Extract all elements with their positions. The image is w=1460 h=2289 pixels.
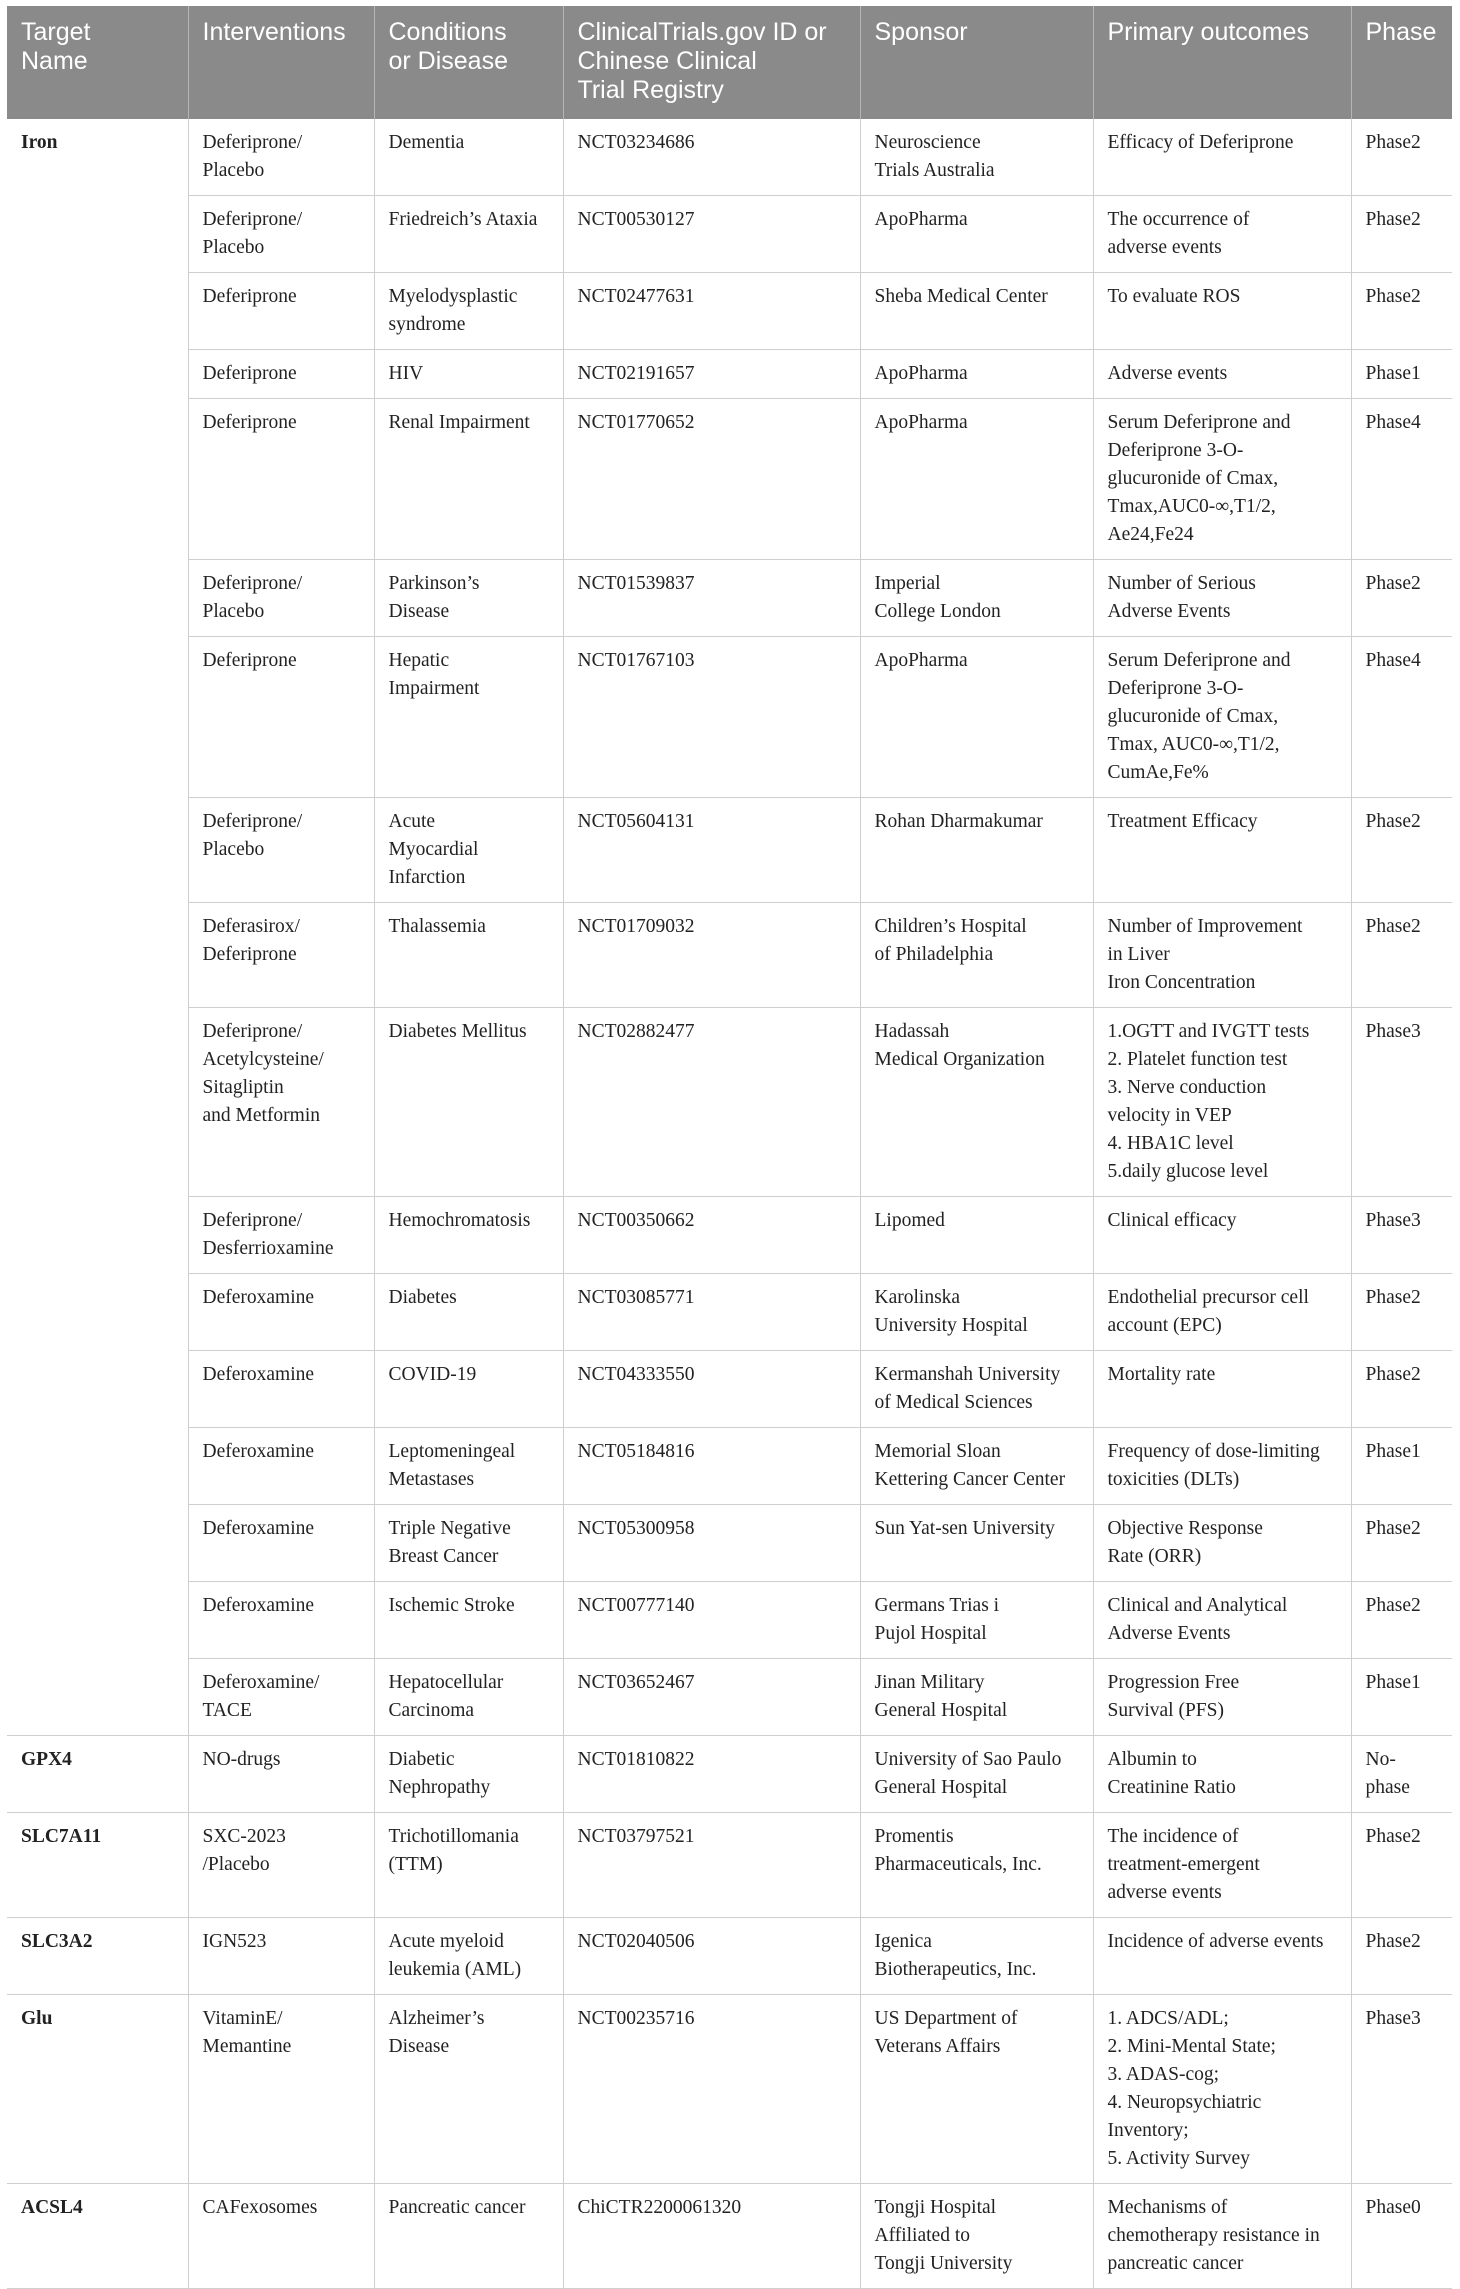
table-row <box>7 637 1452 798</box>
condition-cell: Parkinson’s Disease <box>374 560 563 637</box>
table-row <box>7 1736 1452 1813</box>
table-row <box>7 273 1452 350</box>
trial-id-cell: NCT01810822 <box>563 1736 860 1813</box>
trial-id-cell: NCT00777140 <box>563 1582 860 1659</box>
table-row <box>7 1351 1452 1428</box>
outcome-cell: Number of Serious Adverse Events <box>1093 560 1351 637</box>
sponsor-cell: Karolinska University Hospital <box>860 1274 1093 1351</box>
trial-id-cell: NCT05300958 <box>563 1505 860 1582</box>
sponsor-cell: US Department of Veterans Affairs <box>860 1995 1093 2184</box>
sponsor-cell: Igenica Biotherapeutics, Inc. <box>860 1918 1093 1995</box>
table-row <box>7 1197 1452 1274</box>
table-row <box>7 798 1452 903</box>
intervention-cell: Deferiprone <box>188 273 374 350</box>
phase-cell: Phase2 <box>1351 1582 1452 1659</box>
condition-cell: Thalassemia <box>374 903 563 1008</box>
outcome-cell: Incidence of adverse events <box>1093 1918 1351 1995</box>
trial-id-cell: NCT03797521 <box>563 1813 860 1918</box>
table-row <box>7 1659 1452 1736</box>
sponsor-cell: Tongji Hospital Affiliated to Tongji University <box>860 2184 1093 2289</box>
outcome-cell: Clinical efficacy <box>1093 1197 1351 1274</box>
sponsor-cell: Lipomed <box>860 1197 1093 1274</box>
table-row <box>7 1274 1452 1351</box>
table-row <box>7 1428 1452 1505</box>
condition-cell: Acute myeloid leukemia (AML) <box>374 1918 563 1995</box>
sponsor-cell: ApoPharma <box>860 196 1093 273</box>
target-name-cell: Glu <box>7 1995 188 2184</box>
phase-cell: Phase1 <box>1351 1659 1452 1736</box>
header-target-name: Target Name <box>7 6 188 119</box>
outcome-cell: Clinical and Analytical Adverse Events <box>1093 1582 1351 1659</box>
phase-cell: Phase3 <box>1351 1008 1452 1197</box>
outcome-cell: Serum Deferiprone and Deferiprone 3-O- glucuronide of Cmax, Tmax,AUC0-∞,T1/2, Ae24,Fe24 <box>1093 399 1351 560</box>
outcome-cell: 1.OGTT and IVGTT tests 2. Platelet function test 3. Nerve conduction velocity in VEP 4. HBA1C level 5.daily glucose level <box>1093 1008 1351 1197</box>
condition-cell: Hepatic Impairment <box>374 637 563 798</box>
outcome-cell: Objective Response Rate (ORR) <box>1093 1505 1351 1582</box>
target-name-cell: GPX4 <box>7 1736 188 1813</box>
table-row <box>7 399 1452 560</box>
phase-cell: Phase0 <box>1351 2184 1452 2289</box>
table-body <box>7 119 1452 2289</box>
sponsor-cell: Rohan Dharmakumar <box>860 798 1093 903</box>
intervention-cell: NO-drugs <box>188 1736 374 1813</box>
table-row <box>7 2184 1452 2289</box>
table-row <box>7 1918 1452 1995</box>
outcome-cell: The incidence of treatment-emergent adverse events <box>1093 1813 1351 1918</box>
trial-id-cell: NCT02882477 <box>563 1008 860 1197</box>
table-row <box>7 119 1452 196</box>
table-row <box>7 1582 1452 1659</box>
sponsor-cell: ApoPharma <box>860 637 1093 798</box>
sponsor-cell: Memorial Sloan Kettering Cancer Center <box>860 1428 1093 1505</box>
intervention-cell: Deferiprone/ Placebo <box>188 119 374 196</box>
outcome-cell: Serum Deferiprone and Deferiprone 3-O- glucuronide of Cmax, Tmax, AUC0-∞,T1/2, CumAe,Fe% <box>1093 637 1351 798</box>
sponsor-cell: Sun Yat-sen University <box>860 1505 1093 1582</box>
trial-id-cell: NCT00350662 <box>563 1197 860 1274</box>
phase-cell: Phase2 <box>1351 798 1452 903</box>
sponsor-cell: Hadassah Medical Organization <box>860 1008 1093 1197</box>
sponsor-cell: ApoPharma <box>860 399 1093 560</box>
outcome-cell: Adverse events <box>1093 350 1351 399</box>
phase-cell: Phase2 <box>1351 119 1452 196</box>
condition-cell: Triple Negative Breast Cancer <box>374 1505 563 1582</box>
outcome-cell: Efficacy of Deferiprone <box>1093 119 1351 196</box>
table-row <box>7 560 1452 637</box>
condition-cell: Hepatocellular Carcinoma <box>374 1659 563 1736</box>
table-row <box>7 1995 1452 2184</box>
condition-cell: Diabetes Mellitus <box>374 1008 563 1197</box>
trial-id-cell: NCT05184816 <box>563 1428 860 1505</box>
condition-cell: Diabetes <box>374 1274 563 1351</box>
trial-id-cell: NCT05604131 <box>563 798 860 903</box>
condition-cell: Pancreatic cancer <box>374 2184 563 2289</box>
intervention-cell: Deferiprone/ Placebo <box>188 196 374 273</box>
trial-id-cell: ChiCTR2200061320 <box>563 2184 860 2289</box>
sponsor-cell: Imperial College London <box>860 560 1093 637</box>
condition-cell: Trichotillomania (TTM) <box>374 1813 563 1918</box>
sponsor-cell: ApoPharma <box>860 350 1093 399</box>
table-header <box>7 6 1452 119</box>
target-name-cell: SLC3A2 <box>7 1918 188 1995</box>
condition-cell: Hemochromatosis <box>374 1197 563 1274</box>
phase-cell: Phase4 <box>1351 637 1452 798</box>
outcome-cell: Number of Improvement in Liver Iron Concentration <box>1093 903 1351 1008</box>
trial-id-cell: NCT01709032 <box>563 903 860 1008</box>
trial-id-cell: NCT03234686 <box>563 119 860 196</box>
outcome-cell: Progression Free Survival (PFS) <box>1093 1659 1351 1736</box>
intervention-cell: Deferiprone/ Acetylcysteine/ Sitagliptin and Metformin <box>188 1008 374 1197</box>
trial-id-cell: NCT02191657 <box>563 350 860 399</box>
outcome-cell: Albumin to Creatinine Ratio <box>1093 1736 1351 1813</box>
condition-cell: Acute Myocardial Infarction <box>374 798 563 903</box>
trial-id-cell: NCT00235716 <box>563 1995 860 2184</box>
intervention-cell: Deferiprone <box>188 350 374 399</box>
sponsor-cell: Jinan Military General Hospital <box>860 1659 1093 1736</box>
trial-id-cell: NCT03085771 <box>563 1274 860 1351</box>
intervention-cell: Deferoxamine <box>188 1274 374 1351</box>
phase-cell: Phase1 <box>1351 350 1452 399</box>
phase-cell: Phase1 <box>1351 1428 1452 1505</box>
intervention-cell: SXC-2023 /Placebo <box>188 1813 374 1918</box>
trial-id-cell: NCT01770652 <box>563 399 860 560</box>
table-row <box>7 350 1452 399</box>
table-row <box>7 1008 1452 1197</box>
phase-cell: Phase2 <box>1351 1274 1452 1351</box>
target-name-cell: Iron <box>7 119 188 1736</box>
table-row <box>7 1505 1452 1582</box>
target-name-cell: ACSL4 <box>7 2184 188 2289</box>
phase-cell: Phase2 <box>1351 273 1452 350</box>
sponsor-cell: Neuroscience Trials Australia <box>860 119 1093 196</box>
intervention-cell: Deferiprone/ Placebo <box>188 560 374 637</box>
sponsor-cell: Germans Trias i Pujol Hospital <box>860 1582 1093 1659</box>
intervention-cell: Deferiprone/ Placebo <box>188 798 374 903</box>
sponsor-cell: University of Sao Paulo General Hospital <box>860 1736 1093 1813</box>
header-row <box>7 6 1452 119</box>
trial-id-cell: NCT04333550 <box>563 1351 860 1428</box>
target-name-cell: SLC7A11 <box>7 1813 188 1918</box>
trial-id-cell: NCT03652467 <box>563 1659 860 1736</box>
phase-cell: Phase2 <box>1351 1505 1452 1582</box>
condition-cell: Diabetic Nephropathy <box>374 1736 563 1813</box>
header-trial-id: ClinicalTrials.gov ID or Chinese Clinical Trial Registry <box>563 6 860 119</box>
condition-cell: COVID-19 <box>374 1351 563 1428</box>
trial-id-cell: NCT01539837 <box>563 560 860 637</box>
intervention-cell: Deferiprone <box>188 399 374 560</box>
intervention-cell: Deferasirox/ Deferiprone <box>188 903 374 1008</box>
table-row <box>7 1813 1452 1918</box>
phase-cell: Phase2 <box>1351 1813 1452 1918</box>
outcome-cell: To evaluate ROS <box>1093 273 1351 350</box>
header-sponsor: Sponsor <box>860 6 1093 119</box>
phase-cell: Phase3 <box>1351 1197 1452 1274</box>
header-phase: Phase <box>1351 6 1452 119</box>
header-conditions: Conditions or Disease <box>374 6 563 119</box>
intervention-cell: VitaminE/ Memantine <box>188 1995 374 2184</box>
phase-cell: Phase2 <box>1351 196 1452 273</box>
condition-cell: Dementia <box>374 119 563 196</box>
phase-cell: Phase2 <box>1351 903 1452 1008</box>
header-interventions: Interventions <box>188 6 374 119</box>
intervention-cell: Deferoxamine <box>188 1582 374 1659</box>
condition-cell: Alzheimer’s Disease <box>374 1995 563 2184</box>
trial-id-cell: NCT01767103 <box>563 637 860 798</box>
sponsor-cell: Kermanshah University of Medical Sciences <box>860 1351 1093 1428</box>
intervention-cell: IGN523 <box>188 1918 374 1995</box>
intervention-cell: Deferoxamine/ TACE <box>188 1659 374 1736</box>
table-row <box>7 903 1452 1008</box>
header-primary-outcomes: Primary outcomes <box>1093 6 1351 119</box>
sponsor-cell: Sheba Medical Center <box>860 273 1093 350</box>
phase-cell: Phase2 <box>1351 560 1452 637</box>
phase-cell: Phase4 <box>1351 399 1452 560</box>
outcome-cell: 1. ADCS/ADL; 2. Mini-Mental State; 3. ADAS-cog; 4. Neuropsychiatric Inventory; 5. Activity Survey <box>1093 1995 1351 2184</box>
phase-cell: Phase2 <box>1351 1351 1452 1428</box>
condition-cell: HIV <box>374 350 563 399</box>
condition-cell: Leptomeningeal Metastases <box>374 1428 563 1505</box>
trial-id-cell: NCT02040506 <box>563 1918 860 1995</box>
condition-cell: Friedreich’s Ataxia <box>374 196 563 273</box>
outcome-cell: Mechanisms of chemotherapy resistance in pancreatic cancer <box>1093 2184 1351 2289</box>
outcome-cell: Frequency of dose-limiting toxicities (DLTs) <box>1093 1428 1351 1505</box>
sponsor-cell: Children’s Hospital of Philadelphia <box>860 903 1093 1008</box>
phase-cell: No- phase <box>1351 1736 1452 1813</box>
outcome-cell: The occurrence of adverse events <box>1093 196 1351 273</box>
intervention-cell: Deferoxamine <box>188 1428 374 1505</box>
sponsor-cell: Promentis Pharmaceuticals, Inc. <box>860 1813 1093 1918</box>
clinical-trials-table <box>7 6 1452 2289</box>
intervention-cell: Deferiprone/ Desferrioxamine <box>188 1197 374 1274</box>
intervention-cell: CAFexosomes <box>188 2184 374 2289</box>
intervention-cell: Deferoxamine <box>188 1351 374 1428</box>
intervention-cell: Deferiprone <box>188 637 374 798</box>
table-row <box>7 196 1452 273</box>
trial-id-cell: NCT00530127 <box>563 196 860 273</box>
phase-cell: Phase3 <box>1351 1995 1452 2184</box>
outcome-cell: Mortality rate <box>1093 1351 1351 1428</box>
intervention-cell: Deferoxamine <box>188 1505 374 1582</box>
condition-cell: Ischemic Stroke <box>374 1582 563 1659</box>
outcome-cell: Endothelial precursor cell account (EPC) <box>1093 1274 1351 1351</box>
condition-cell: Myelodysplastic syndrome <box>374 273 563 350</box>
outcome-cell: Treatment Efficacy <box>1093 798 1351 903</box>
phase-cell: Phase2 <box>1351 1918 1452 1995</box>
trial-id-cell: NCT02477631 <box>563 273 860 350</box>
condition-cell: Renal Impairment <box>374 399 563 560</box>
